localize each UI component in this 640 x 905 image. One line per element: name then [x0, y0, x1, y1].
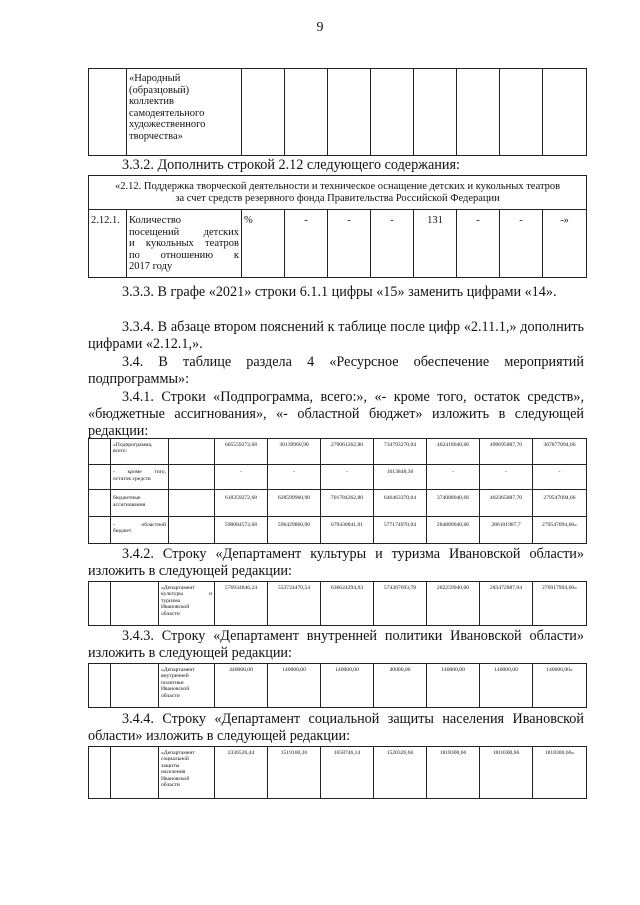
value-cell: 374088040,66 — [427, 490, 480, 516]
indicator-name-cell — [111, 516, 169, 543]
paragraph-3-4-2: 3.4.2. Строку «Департамент культуры и туризма Ивановской области» изложить в следующей редакции: — [88, 546, 584, 579]
department-name-cell — [159, 747, 215, 799]
value-cell: 282259940,00 — [427, 582, 480, 626]
section-header-cell — [89, 176, 587, 210]
name-line: - кроме того, — [113, 469, 166, 476]
value-cell: 140000,00 — [321, 664, 374, 708]
value-cell: 553724470,54 — [268, 582, 321, 626]
name-line: Количество — [129, 215, 182, 226]
row-number-cell — [89, 582, 111, 626]
value-cell: 590084572,68 — [215, 516, 268, 543]
value-cell: - — [371, 210, 414, 278]
paragraph-3-4: 3.4. В таблице раздела 4 «Ресурсное обеспечение мероприятий подпрограммы»: — [88, 354, 584, 387]
value-cell: 276917994,00» — [533, 582, 587, 626]
indicator-name-cell — [111, 465, 169, 490]
value-cell: - — [215, 465, 268, 490]
value-cell: 40000,00 — [374, 664, 427, 708]
paragraph-3-3-2: 3.3.2. Дополнить строкой 2.12 следующего содержания: — [122, 157, 460, 173]
name-line: «Народный — [129, 73, 181, 84]
name-line: (образцовый) — [129, 84, 190, 96]
value-cell: -» — [543, 210, 587, 278]
name-line: области — [161, 782, 180, 789]
value-cell: 131 — [414, 210, 457, 278]
value-cell — [414, 69, 457, 156]
table-continuation — [88, 68, 587, 156]
value-cell: 140000,00 — [427, 664, 480, 708]
value-cell: - — [457, 210, 500, 278]
name-line: бюджетные — [113, 495, 141, 502]
table-header-row — [89, 176, 587, 210]
row-number-cell — [89, 490, 111, 516]
name-line: области — [161, 692, 180, 699]
page-number: 9 — [316, 20, 324, 35]
empty-cell — [111, 747, 159, 799]
table-row — [89, 582, 587, 626]
value-cell: 1519100,36 — [268, 747, 321, 799]
paragraph-3-3-4: 3.3.4. В абзаце втором пояснений к таблице после цифр «2.11.1,» дополнить цифрами «2.12.1,». — [88, 319, 584, 352]
value-cell: 1520326,66 — [374, 747, 427, 799]
value-cell: 636624294,93 — [321, 582, 374, 626]
name-line: бюджет — [113, 528, 132, 535]
paragraph-3-3-3: 3.3.3. В графе «2021» строки 6.1.1 цифры «15» заменить цифрами «14». — [122, 284, 557, 300]
value-cell: - — [268, 465, 321, 490]
table-row — [89, 465, 587, 490]
header-line: за счет средств резервного фонда Правительства Российской Федерации — [175, 192, 500, 204]
name-line: «Департамент — [161, 667, 195, 673]
indicator-name-cell — [127, 69, 242, 156]
name-line: остаток средств — [113, 475, 151, 482]
paragraph-3-4-4: 3.4.4. Строку «Департамент социальной защиты населения Ивановской области» изложить в следующей редакции: — [88, 711, 584, 744]
name-line: «Подпрограмма, — [113, 442, 153, 448]
table-row — [89, 210, 587, 278]
table-row — [89, 747, 587, 799]
table-row — [89, 490, 587, 516]
name-line: защиты — [161, 762, 180, 769]
value-cell — [242, 69, 285, 156]
value-cell: 1818300,66» — [533, 747, 587, 799]
table-department-social-protection — [88, 746, 587, 799]
row-number-cell — [89, 465, 111, 490]
value-cell: 440000,00 — [215, 664, 268, 708]
row-number-cell: 2.12.1. — [89, 210, 127, 278]
value-cell: 140000,00» — [533, 664, 587, 708]
name-line: художественного — [129, 119, 206, 130]
value-cell: 734793270,04 — [374, 439, 427, 465]
name-line: ассигнования — [113, 501, 146, 508]
value-cell — [371, 69, 414, 156]
value-cell: 1818300,66 — [480, 747, 533, 799]
name-line: культуры и — [161, 591, 212, 598]
value-cell — [543, 69, 587, 156]
row-number-cell — [89, 439, 111, 465]
value-cell: 2336526,44 — [215, 747, 268, 799]
value-cell: 284889040,66 — [427, 516, 480, 543]
value-cell: - — [427, 465, 480, 490]
value-cell — [285, 69, 328, 156]
name-line: Ивановской — [161, 604, 190, 611]
table-department-culture — [88, 581, 587, 626]
name-line: «Департамент — [161, 750, 195, 756]
row-number-cell — [89, 664, 111, 708]
table-row — [89, 516, 587, 543]
unit-cell: % — [242, 210, 285, 278]
value-cell: 618359272,68 — [215, 490, 268, 516]
empty-cell — [169, 465, 215, 490]
value-cell: - — [500, 210, 543, 278]
table-row — [89, 69, 587, 156]
indicator-name-cell — [127, 210, 242, 278]
table-subprogram-totals — [88, 438, 587, 544]
indicator-name-cell — [111, 490, 169, 516]
value-cell: - — [285, 210, 328, 278]
name-line: «Департамент — [161, 585, 195, 591]
name-line: социальной — [161, 756, 189, 763]
name-line: Ивановской — [161, 775, 190, 782]
value-cell: 1818300,66 — [427, 747, 480, 799]
name-line: Ивановской — [161, 686, 190, 693]
value-cell: 140000,00 — [480, 664, 533, 708]
value-cell: 1613848,36 — [374, 465, 427, 490]
name-line: 2017 году — [129, 261, 173, 272]
value-cell: 596429860,90 — [268, 516, 321, 543]
value-cell: 462418040,66 — [427, 439, 480, 465]
value-cell: - — [321, 465, 374, 490]
empty-cell — [111, 664, 159, 708]
department-name-cell — [159, 582, 215, 626]
value-cell: 701784262,80 — [321, 490, 374, 516]
table-row-2-12 — [88, 175, 587, 278]
row-number-cell — [89, 69, 127, 156]
empty-cell — [169, 490, 215, 516]
value-cell: 279547094,66» — [533, 516, 587, 543]
table-row — [89, 664, 587, 708]
name-line: коллектив — [129, 96, 174, 107]
table-department-internal-policy — [88, 663, 587, 708]
value-cell: 279061262,80 — [321, 439, 374, 465]
value-cell: 574367693,78 — [374, 582, 427, 626]
value-cell: 30139960,90 — [268, 439, 321, 465]
name-line: политики — [161, 679, 184, 686]
name-line: творчества» — [129, 130, 183, 142]
name-line: всего: — [113, 448, 128, 455]
row-number-cell — [89, 747, 111, 799]
value-cell: 577174970,04 — [374, 516, 427, 543]
value-cell: 628599960,90 — [268, 490, 321, 516]
paragraph-3-4-3: 3.4.3. Строку «Департамент внутренней политики Ивановской области» изложить в следующей редакции: — [88, 628, 584, 661]
value-cell — [328, 69, 371, 156]
value-cell: 679430841,01 — [321, 516, 374, 543]
name-line: по отношению к — [129, 249, 239, 261]
value-cell: 286101987,7 — [480, 516, 533, 543]
name-line: и кукольных театров — [129, 238, 239, 249]
name-line: области — [161, 610, 180, 617]
value-cell: 140000,00 — [268, 664, 321, 708]
value-cell: 490695887,70 — [480, 439, 533, 465]
header-line: «2.12. Поддержка творческой деятельности и техническое оснащение детских и кукольных театров — [115, 181, 561, 192]
name-line: туризма — [161, 597, 181, 604]
name-line: самодеятельного — [129, 107, 205, 119]
empty-cell — [111, 582, 159, 626]
value-cell: 605559272,68 — [215, 439, 268, 465]
value-cell: 1658746,14 — [321, 747, 374, 799]
value-cell: 576934846,24 — [215, 582, 268, 626]
value-cell — [457, 69, 500, 156]
name-line: внутренней — [161, 673, 189, 680]
empty-cell — [169, 439, 215, 465]
name-line: населения — [161, 769, 186, 776]
value-cell: 646463370,04 — [374, 490, 427, 516]
name-line: посещений детских — [129, 226, 239, 238]
row-number-cell — [89, 516, 111, 543]
value-cell: 279547094,66 — [533, 490, 587, 516]
value-cell: - — [480, 465, 533, 490]
value-cell: - — [328, 210, 371, 278]
value-cell: 367877094,66 — [533, 439, 587, 465]
name-line: - областной — [113, 521, 166, 528]
value-cell: 402365887,70 — [480, 490, 533, 516]
value-cell — [500, 69, 543, 156]
paragraph-3-4-1: 3.4.1. Строки «Подпрограмма, всего:», «- кроме того, остаток средств», «бюджетные ассигнования», «- областной бюджет» изложить в следующей редакции: — [88, 389, 584, 439]
indicator-name-cell — [111, 439, 169, 465]
table-row — [89, 439, 587, 465]
value-cell: - — [533, 465, 587, 490]
empty-cell — [169, 516, 215, 543]
department-name-cell — [159, 664, 215, 708]
value-cell: 283472887,04 — [480, 582, 533, 626]
